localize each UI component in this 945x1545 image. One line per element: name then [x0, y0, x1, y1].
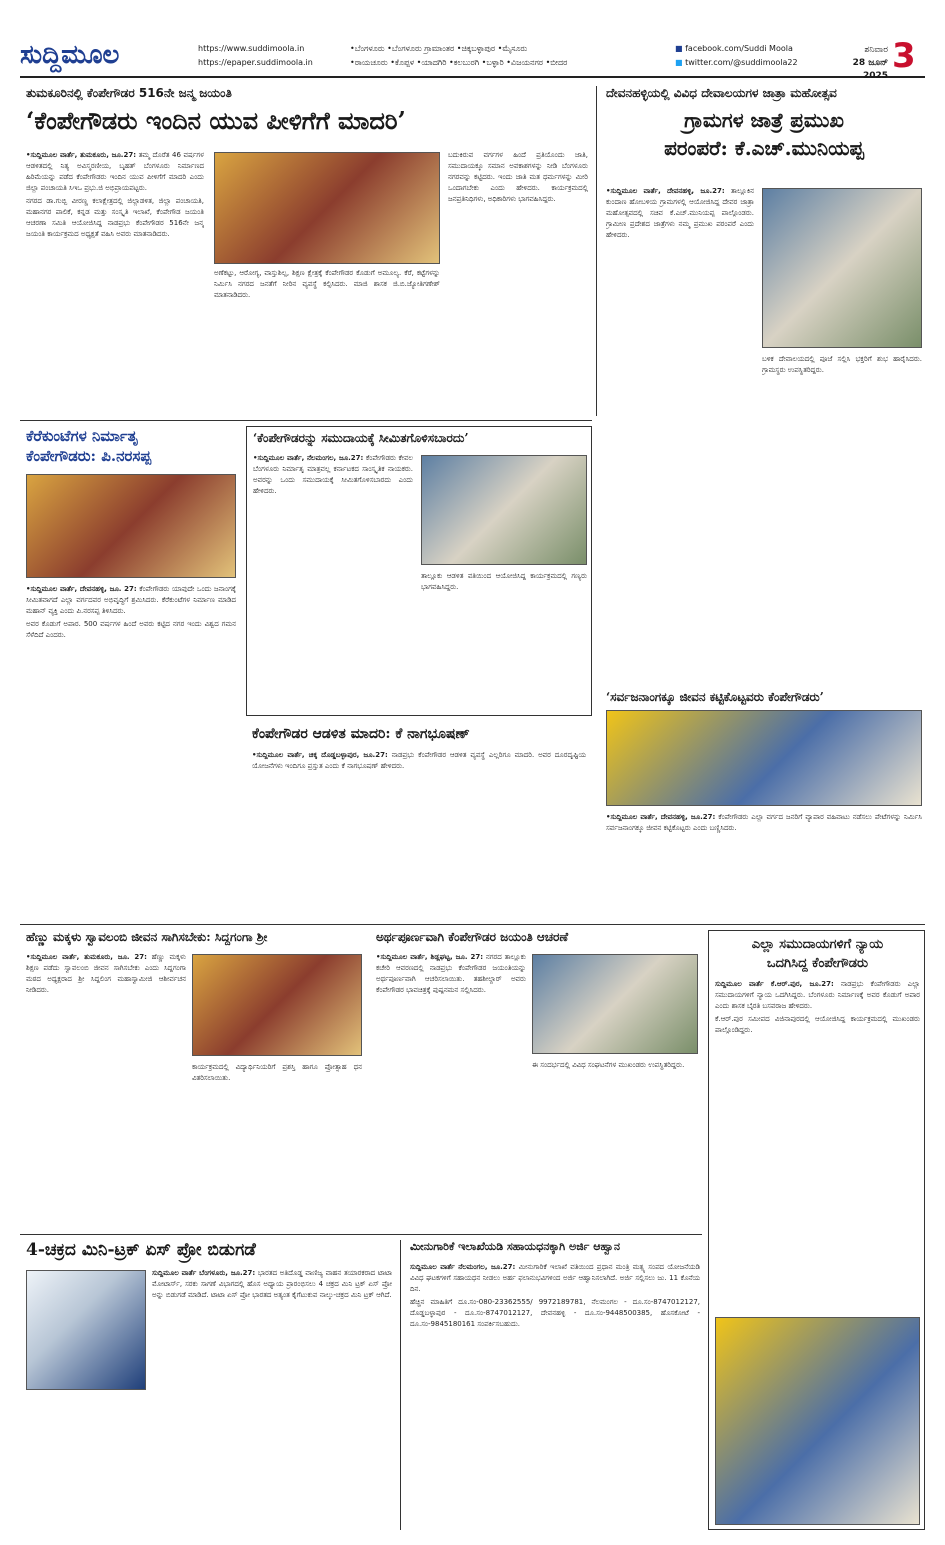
- article-kempegowda-tumakuru: [20, 86, 592, 416]
- article-paragraph: ಹೆಚ್ಚಿನ ಮಾಹಿತಿಗೆ ದೂ.ಸಂ-080-23362555/ 9972189781, ನೆಲಮಂಗಲ - ದೂ.ಸಂ-8747012127, ದೊಡ್ಡಬಳ್ಳಾಪುರ - ದೂ.ಸಂ-8747012127, ದೇವನಹಳ್ಳಿ - ದೂ.ಸಂ-9448500385, ಹೊಸಕೋಟೆ - ದೂ.ಸಂ-9845180161 ಸಂಪರ್ಕಿಸಬಹುದು.: [410, 1298, 700, 1328]
- article-photo: [214, 152, 440, 264]
- article-kicker: ತುಮಕೂರಿನಲ್ಲಿ ಕೆಂಪೇಗೌಡರ 516ನೇ ಜನ್ಮ ಜಯಂತಿ: [26, 86, 232, 100]
- article-headline: [26, 426, 236, 466]
- article-headline: 4-ಚಕ್ರದ ಮಿನಿ-ಟ್ರಕ್ ಏಸ್ ಪ್ರೋ ಬಿಡುಗಡೆ: [26, 1240, 256, 1260]
- dateline: •ಸುದ್ದಿಮೂಲ ವಾರ್ತೆ, ದೇವನಹಳ್ಳಿ, ಜೂ. 27:: [26, 585, 137, 593]
- article-body: [606, 812, 922, 916]
- article-headline: ಮೀನುಗಾರಿಕೆ ಇಲಾಖೆಯಡಿ ಸಹಾಯಧನಕ್ಕಾಗಿ ಅರ್ಜಿ ಆಹ್ವಾನ: [410, 1240, 621, 1253]
- social-links: [675, 42, 798, 70]
- article-devanahalli-jatre: [602, 86, 925, 686]
- article-fisheries: [406, 1240, 702, 1530]
- article-body: [152, 1268, 392, 1526]
- article-sarvajanangakku: [602, 690, 925, 920]
- article-paragraph: ಭಾರತದ ಅತಿದೊಡ್ಡ ವಾಣಿಜ್ಯ ವಾಹನ ತಯಾರಕರಾದ ಟಾಟಾ ಮೋಟಾರ್ಸ್, ಸರಕು ಸಾಗಣೆ ವಿಭಾಗದಲ್ಲಿ ಹೊಸ ಅಧ್ಯಾಯ ಪ್ರಾರಂಭಿಸಲು 4 ಚಕ್ರದ ಮಿನಿ ಟ್ರಕ್ ಏಸ್ ಪ್ರೋ ಅನ್ನು ಬಿಡುಗಡೆ ಮಾಡಿದೆ. ಟಾಟಾ ಏಸ್ ಪ್ರೋ ಭಾರತದ ಅತ್ಯಂತ ಕೈಗೆಟುಕುವ ನಾಲ್ಕು-ಚಕ್ರದ ಮಿನಿ ಟ್ರಕ್ ಆಗಿದೆ.: [152, 1269, 392, 1299]
- column-divider: [400, 1240, 401, 1530]
- article-paragraph: ಕಾರ್ಯಕ್ರಮದಲ್ಲಿ ವಿದ್ಯಾರ್ಥಿನಿಯರಿಗೆ ಪ್ರಶಸ್ತಿ ಹಾಗೂ ಪ್ರೋತ್ಸಾಹ ಧನ ವಿತರಿಸಲಾಯಿತು.: [192, 1063, 362, 1082]
- article-photo: [606, 710, 922, 806]
- article-sidlaghatta: [372, 930, 702, 1228]
- article-paragraph: ಕೆಂಪೇಗೌಡರು ಕೇವಲ ಬೆಂಗಳೂರು ನಿರ್ಮಾತೃ ಮಾತ್ರವಲ್ಲ ಕರ್ನಾಟಕದ ಸಾಂಸ್ಕೃತಿಕ ನಾಯಕರು. ಅವರನ್ನು ಒಂದು ಸಮುದಾಯಕ್ಕೆ ಸೀಮಿತಗೊಳಿಸಬಾರದು ಎಂದು ಹೇಳಿದರು.: [253, 454, 413, 495]
- issue-date-text: 28 ಜೂನ್ 2025: [852, 58, 888, 81]
- article-photo: [26, 1270, 146, 1390]
- article-paragraph: ತಾಲ್ಲೂಕು ಆಡಳಿತ ವತಿಯಿಂದ ಆಯೋಜಿಸಿದ್ದ ಕಾರ್ಯಕ್ರಮದಲ್ಲಿ ಗಣ್ಯರು ಭಾಗವಹಿಸಿದ್ದರು.: [421, 572, 587, 591]
- website-url[interactable]: https://www.suddimoola.in: [198, 44, 305, 53]
- column-divider: [596, 86, 597, 416]
- section-divider: [20, 420, 592, 421]
- article-nagabhushan: [246, 722, 592, 822]
- dateline: ಸುದ್ದಿಮೂಲ ವಾರ್ತೆ ಬೆಂಗಳೂರು, ಜೂ.27:: [152, 1269, 256, 1277]
- article-photo: [26, 474, 236, 578]
- issue-day: ಶನಿವಾರ: [864, 45, 888, 55]
- article-body: [410, 1262, 700, 1526]
- article-body: [252, 750, 586, 818]
- dateline: ಸುದ್ದಿಮೂಲ ವಾರ್ತೆ ನೆಲಮಂಗಲ, ಜೂ.27:: [410, 1263, 516, 1271]
- article-narasappa: [20, 426, 240, 822]
- article-body: [715, 979, 920, 1309]
- twitter-icon: ■: [675, 58, 683, 67]
- twitter-text: twitter.com/@suddimoola22: [685, 58, 798, 67]
- article-kr-pura: [708, 930, 925, 1530]
- dateline: •ಸುದ್ದಿಮೂಲ ವಾರ್ತೆ, ದೇವನಹಳ್ಳಿ, ಜೂ.27:: [606, 187, 725, 195]
- dateline: •ಸುದ್ದಿಮೂಲ ವಾರ್ತೆ, ಶಿಡ್ಲಘಟ್ಟ, ಜೂ. 27:: [376, 953, 484, 961]
- headline-line1: ಎಲ್ಲಾ ಸಮುದಾಯಗಳಿಗೆ ನ್ಯಾಯ: [751, 937, 884, 952]
- article-paragraph: ಬದುಕಿರುವ ವರ್ಗಗಳ ಹಿಂದೆ ಪ್ರತಿಯೊಂದು ಜಾತಿ, ಸಮುದಾಯಕ್ಕೂ ಸಮಾನ ಅವಕಾಶಗಳನ್ನು ನೀಡಿ ಬೆಂಗಳೂರು ನಗರವನ್ನು ಕಟ್ಟಿದರು. ಇಂದು ಜಾತಿ ಮತ ಧರ್ಮಗಳನ್ನು ಮೀರಿ ಒಂದಾಗಬೇಕು ಎಂದು ಹೇಳಿದರು. ಕಾರ್ಯಕ್ರಮದಲ್ಲಿ ಜನಪ್ರತಿನಿಧಿಗಳು, ಅಧಿಕಾರಿಗಳು ಭಾಗವಹಿಸಿದ್ದರು.: [448, 151, 588, 203]
- facebook-link[interactable]: [675, 42, 798, 56]
- twitter-link[interactable]: [675, 56, 798, 70]
- article-body-col2: [421, 571, 587, 711]
- headline-line2: ಒದಗಿಸಿದ್ದ ಕೆಂಪೇಗೌಡರು: [766, 956, 869, 971]
- article-headline: ‘ಕೆಂಪೇಗೌಡರು ಇಂದಿನ ಯುವ ಪೀಳಿಗೆಗೆ ಮಾದರಿ’: [26, 106, 406, 135]
- article-paragraph: ಬಳಿಕ ದೇವಾಲಯದಲ್ಲಿ ಪೂಜೆ ಸಲ್ಲಿಸಿ ಭಕ್ತರಿಗೆ ಶುಭ ಹಾರೈಸಿದರು. ಗ್ರಾಮಸ್ಥರು ಉಪಸ್ಥಿತರಿದ್ದರು.: [762, 355, 922, 374]
- headline-line1: ಕೆರೆಕುಂಟೆಗಳ ನಿರ್ಮಾತೃ: [26, 427, 139, 445]
- issue-date: [828, 44, 888, 83]
- article-body-col2: [532, 1060, 698, 1224]
- article-headline: ‘ಸರ್ವಜನಾಂಗಕ್ಕೂ ಜೀವನ ಕಟ್ಟಿಕೊಟ್ಟವರು ಕೆಂಪೇಗೌಡರು’: [606, 690, 824, 704]
- article-paragraph: ತಮ್ಮ ದೊರೆತ 46 ವರ್ಷಗಳ ಆಡಳಿತದಲ್ಲಿ ನಿತ್ಯ ಅವಿಸ್ಮರಣೀಯ, ಬೃಹತ್ ಬೆಂಗಳೂರು ನಿರ್ಮಾಣದ ಹಿರಿಮೆಯನ್ನು ಪಡೆದ ಕೆಂಪೇಗೌಡರು ಇಂದಿನ ಯುವ ಪೀಳಿಗೆಗೆ ಮಾದರಿ ಎಂದು ಜಿಲ್ಲಾ ಪಂಚಾಯತಿ ಸಿಇಒ ಪ್ರಭು.ಜಿ ಅಭಿಪ್ರಾಯಪಟ್ಟರು.: [26, 151, 204, 192]
- article-body-col1: [606, 186, 754, 386]
- article-body-col2: [192, 1062, 362, 1224]
- dateline: •ಸುದ್ದಿಮೂಲ ವಾರ್ತೆ, ತುಮಕೂರು, ಜೂ.27:: [26, 151, 137, 159]
- article-paragraph: ಮೀನುಗಾರಿಕೆ ಇಲಾಖೆ ವತಿಯಿಂದ ಪ್ರಧಾನ ಮಂತ್ರಿ ಮತ್ಸ್ಯ ಸಂಪದ ಯೋಜನೆಯಡಿ ವಿವಿಧ ಘಟಕಗಳಿಗೆ ಸಹಾಯಧನ ನೀಡಲು ಅರ್ಹ ಫಲಾನುಭವಿಗಳಿಂದ ಅರ್ಜಿ ಆಹ್ವಾನಿಸಲಾಗಿದೆ. ಅರ್ಜಿ ಸಲ್ಲಿಸಲು ಜು. 11 ಕೊನೆಯ ದಿನ.: [410, 1263, 700, 1293]
- article-paragraph: ಅವರ ಕೊಡುಗೆ ಅಪಾರ. 500 ವರ್ಷಗಳ ಹಿಂದೆ ಅವರು ಕಟ್ಟಿದ ನಗರ ಇಂದು ವಿಶ್ವದ ಗಮನ ಸೆಳೆದಿದೆ ಎಂದರು.: [26, 620, 236, 639]
- article-paragraph: ಹೆಣ್ಣು ಮಕ್ಕಳು ಶಿಕ್ಷಣ ಪಡೆದು ಸ್ವಾವಲಂಬಿ ಜೀವನ ಸಾಗಿಸಬೇಕು ಎಂದು ಸಿದ್ದಗಂಗಾ ಮಠದ ಅಧ್ಯಕ್ಷರಾದ ಶ್ರೀ ಸಿದ್ದಲಿಂಗ ಮಹಾಸ್ವಾಮೀಜಿ ಆಶೀರ್ವಚನ ನೀಡಿದರು.: [26, 953, 186, 994]
- article-headline: ಅರ್ಥಪೂರ್ಣವಾಗಿ ಕೆಂಪೇಗೌಡರ ಜಯಂತಿ ಆಚರಣೆ: [376, 930, 569, 944]
- article-paragraph: ಅಣೆಕಟ್ಟು, ಆರೋಗ್ಯ, ವಾಸ್ತುಶಿಲ್ಪ, ಶಿಕ್ಷಣ ಕ್ಷೇತ್ರಕ್ಕೆ ಕೆಂಪೇಗೌಡರ ಕೊಡುಗೆ ಅಮೂಲ್ಯ. ಕೆರೆ, ಕಟ್ಟೆಗಳನ್ನು ನಿರ್ಮಿಸಿ ನಗರದ ಜನತೆಗೆ ನೀರಿನ ವ್ಯವಸ್ಥೆ ಕಲ್ಪಿಸಿದರು. ಮಾಜಿ ಶಾಸಕ ಜಿ.ಬಿ.ಜ್ಯೋತಿಗಣೇಶ್ ಮಾತನಾಡಿದರು.: [214, 269, 440, 299]
- article-body-col1: [253, 453, 413, 711]
- edition-cities: [350, 42, 650, 70]
- article-body-col1: [376, 952, 526, 1224]
- article-photo: [421, 455, 587, 565]
- article-paragraph: ನಾಡಪ್ರಭು ಕೆಂಪೇಗೌಡರ ಆಡಳಿತ ವ್ಯವಸ್ಥೆ ಎಲ್ಲರಿಗೂ ಮಾದರಿ. ಅವರ ದೂರದೃಷ್ಟಿಯ ಯೋಜನೆಗಳು ಇಂದಿಗೂ ಪ್ರಸ್ತುತ ಎಂದು ಕೆ ನಾಗಭೂಷಣ್ ಹೇಳಿದರು.: [252, 751, 586, 770]
- dateline: •ಸುದ್ದಿಮೂಲ ವಾರ್ತೆ, ದೇವನಹಳ್ಳಿ, ಜೂ.27:: [606, 813, 716, 821]
- article-body-col2: [214, 268, 440, 412]
- article-headline: [713, 935, 922, 973]
- article-tata-ace-pro: [20, 1240, 396, 1530]
- headline-line1: ಗ್ರಾಮಗಳ ಜಾತ್ರೆ ಪ್ರಮುಖ: [684, 108, 844, 132]
- article-nelamangala: [246, 426, 592, 716]
- article-body-col1: [26, 150, 204, 412]
- headline-line2: ಪರಂಪರೆ: ಕೆ.ಎಚ್.ಮುನಿಯಪ್ಪ: [664, 136, 864, 160]
- edition-cities-line1: •ಬೆಂಗಳೂರು •ಬೆಂಗಳೂರು ಗ್ರಾಮಾಂತರ •ಚಿಕ್ಕಬಳ್ಳಾಪುರ •ಮೈಸೂರು: [350, 44, 528, 53]
- article-paragraph: ನಾಡಪ್ರಭು ಕೆಂಪೇಗೌಡರು ಎಲ್ಲಾ ಸಮುದಾಯಗಳಿಗೆ ನ್ಯಾಯ ಒದಗಿಸಿದ್ದರು. ಬೆಂಗಳೂರು ನಿರ್ಮಾಣಕ್ಕೆ ಅವರ ಕೊಡುಗೆ ಅಪಾರ ಎಂದು ಶಾಸಕ ಬೈರತಿ ಬಸವರಾಜ ಹೇಳಿದರು.: [715, 980, 920, 1010]
- article-photo: [192, 954, 362, 1056]
- edition-cities-line2: •ರಾಯಚೂರು •ಕೊಪ್ಪಳ •ಯಾದಗಿರಿ •ಕಲಬುರಗಿ •ಬಳ್ಳಾರಿ •ವಿಜಯನಗರ •ಬೀದರ: [350, 58, 568, 67]
- article-paragraph: ಕೆ.ಆರ್.ಪುರ ಸಮೀಪದ ವಿಜಿನಾಪುರದಲ್ಲಿ ಆಯೋಜಿಸಿದ್ದ ಕಾರ್ಯಕ್ರಮದಲ್ಲಿ ಮುಖಂಡರು ಪಾಲ್ಗೊಂಡಿದ್ದರು.: [715, 1015, 920, 1034]
- article-paragraph: ನಗರದ ಡಾ.ಗುಬ್ಬಿ ವೀರಣ್ಣ ಕಲಾಕ್ಷೇತ್ರದಲ್ಲಿ ಜಿಲ್ಲಾಡಳಿತ, ಜಿಲ್ಲಾ ಪಂಚಾಯತಿ, ಮಹಾನಗರ ಪಾಲಿಕೆ, ಕನ್ನಡ ಮತ್ತು ಸಂಸ್ಕೃತಿ ಇಲಾಖೆ, ಕೆಂಪೇಗೌಡ ಜಯಂತಿ ಆಚರಣಾ ಸಮಿತಿ ಆಯೋಜಿಸಿದ್ದ ನಾಡಪ್ರಭು ಕೆಂಪೇಗೌಡರ 516ನೇ ಜನ್ಮ ಜಯಂತಿ ಕಾರ್ಯಕ್ರಮದ ಅಧ್ಯಕ್ಷತೆ ವಹಿಸಿ ಅವರು ಮಾತನಾಡಿದರು.: [26, 197, 204, 238]
- article-headline: ಕೆಂಪೇಗೌಡರ ಆಡಳಿತ ಮಾದರಿ: ಕೆ ನಾಗಭೂಷಣ್: [252, 726, 470, 742]
- article-photo: [762, 188, 922, 348]
- article-paragraph: ಕೆಂಪೇಗೌಡರು ಎಲ್ಲಾ ವರ್ಗದ ಜನರಿಗೆ ವ್ಯಾಪಾರ ವಹಿವಾಟು ನಡೆಸಲು ಪೇಟೆಗಳನ್ನು ನಿರ್ಮಿಸಿ ಸರ್ವಜನಾಂಗಕ್ಕೂ ಜೀವನ ಕಟ್ಟಿಕೊಟ್ಟರು ಎಂದು ಬಣ್ಣಿಸಿದರು.: [606, 813, 922, 832]
- facebook-text: facebook.com/Suddi Moola: [685, 44, 793, 53]
- dateline: •ಸುದ್ದಿಮೂಲ ವಾರ್ತೆ, ತುಮಕೂರು, ಜೂ. 27:: [26, 953, 147, 961]
- article-paragraph: ಕೆಂಪೇಗೌಡರು ಯಾವುದೇ ಒಂದು ಜನಾಂಗಕ್ಕೆ ಸೀಮಿತವಾಗದೆ ಎಲ್ಲಾ ವರ್ಗದವರ ಅಭಿವೃದ್ಧಿಗೆ ಶ್ರಮಿಸಿದರು. ಕೆರೆಕುಂಟೆಗಳ ನಿರ್ಮಾಣ ಮಾಡಿದ ಮಹಾನ್ ವ್ಯಕ್ತಿ ಎಂದು ಪಿ.ನರಸಪ್ಪ ತಿಳಿಸಿದರು.: [26, 585, 236, 615]
- article-body-col3: [448, 150, 588, 412]
- section-divider: [20, 1234, 702, 1235]
- article-headline: ‘ಕೆಂಪೇಗೌಡರನ್ನು ಸಮುದಾಯಕ್ಕೆ ಸೀಮಿತಗೊಳಿಸಬಾರದು’: [253, 431, 469, 445]
- article-paragraph: ತಾಲ್ಲೂಕಿನ ಕುಂದಾಣ ಹೋಬಳಿಯ ಗ್ರಾಮಗಳಲ್ಲಿ ಆಯೋಜಿಸಿದ್ದ ದೇವರ ಜಾತ್ರಾ ಮಹೋತ್ಸವದಲ್ಲಿ ಸಚಿವ ಕೆ.ಎಚ್.ಮುನಿಯಪ್ಪ ಪಾಲ್ಗೊಂಡರು. ಗ್ರಾಮೀಣ ಪ್ರದೇಶದ ಜಾತ್ರೆಗಳು ನಮ್ಮ ಪ್ರಮುಖ ಪರಂಪರೆ ಎಂದು ಹೇಳಿದರು.: [606, 187, 754, 239]
- facebook-icon: ■: [675, 44, 683, 53]
- article-body-col1: [26, 952, 186, 1224]
- dateline: •ಸುದ್ದಿಮೂಲ ವಾರ್ತೆ, ನೆಲಮಂಗಲ, ಜೂ.27:: [253, 454, 364, 462]
- article-siddaganga: [20, 930, 366, 1228]
- newspaper-logo: ಸುದ್ದಿಮೂಲ: [20, 40, 120, 70]
- headline-line2: ಕೆಂಪೇಗೌಡರು: ಪಿ.ನರಸಪ್ಪ: [26, 447, 152, 465]
- article-headline: ಹೆಣ್ಣು ಮಕ್ಕಳು ಸ್ವಾವಲಂಬಿ ಜೀವನ ಸಾಗಿಸಬೇಕು: ಸಿದ್ದಗಂಗಾ ಶ್ರೀ: [26, 930, 268, 944]
- section-divider: [20, 924, 925, 925]
- article-headline: [606, 106, 922, 162]
- dateline: ಸುದ್ದಿಮೂಲ ವಾರ್ತೆ ಕೆ.ಆರ್.ಪುರ, ಜೂ.27:: [715, 980, 834, 988]
- article-kicker: ದೇವನಹಳ್ಳಿಯಲ್ಲಿ ವಿವಿಧ ದೇವಾಲಯಗಳ ಜಾತ್ರಾ ಮಹೋತ್ಸವ: [606, 86, 837, 100]
- article-body: [26, 584, 236, 818]
- page-number: 3: [892, 36, 916, 76]
- article-body-col2: [762, 354, 922, 568]
- article-paragraph: ಈ ಸಂದರ್ಭದಲ್ಲಿ ವಿವಿಧ ಸಂಘಟನೆಗಳ ಮುಖಂಡರು ಉಪಸ್ಥಿತರಿದ್ದರು.: [532, 1061, 685, 1069]
- article-photo: [715, 1317, 920, 1525]
- article-paragraph: ನಗರದ ತಾಲ್ಲೂಕು ಕಚೇರಿ ಆವರಣದಲ್ಲಿ ನಾಡಪ್ರಭು ಕೆಂಪೇಗೌಡರ ಜಯಂತಿಯನ್ನು ಅರ್ಥಪೂರ್ಣವಾಗಿ ಆಚರಿಸಲಾಯಿತು. ತಹಶೀಲ್ದಾರ್ ಅವರು ಕೆಂಪೇಗೌಡರ ಭಾವಚಿತ್ರಕ್ಕೆ ಪುಷ್ಪನಮನ ಸಲ್ಲಿಸಿದರು.: [376, 953, 526, 994]
- epaper-url[interactable]: https://epaper.suddimoola.in: [198, 58, 313, 67]
- masthead: [20, 36, 925, 81]
- dateline: •ಸುದ್ದಿಮೂಲ ವಾರ್ತೆ, ಚಿಕ್ಕ ದೊಡ್ಡಬಳ್ಳಾಪುರ, ಜೂ.27:: [252, 751, 388, 759]
- website-links: [198, 42, 313, 70]
- article-photo: [532, 954, 698, 1054]
